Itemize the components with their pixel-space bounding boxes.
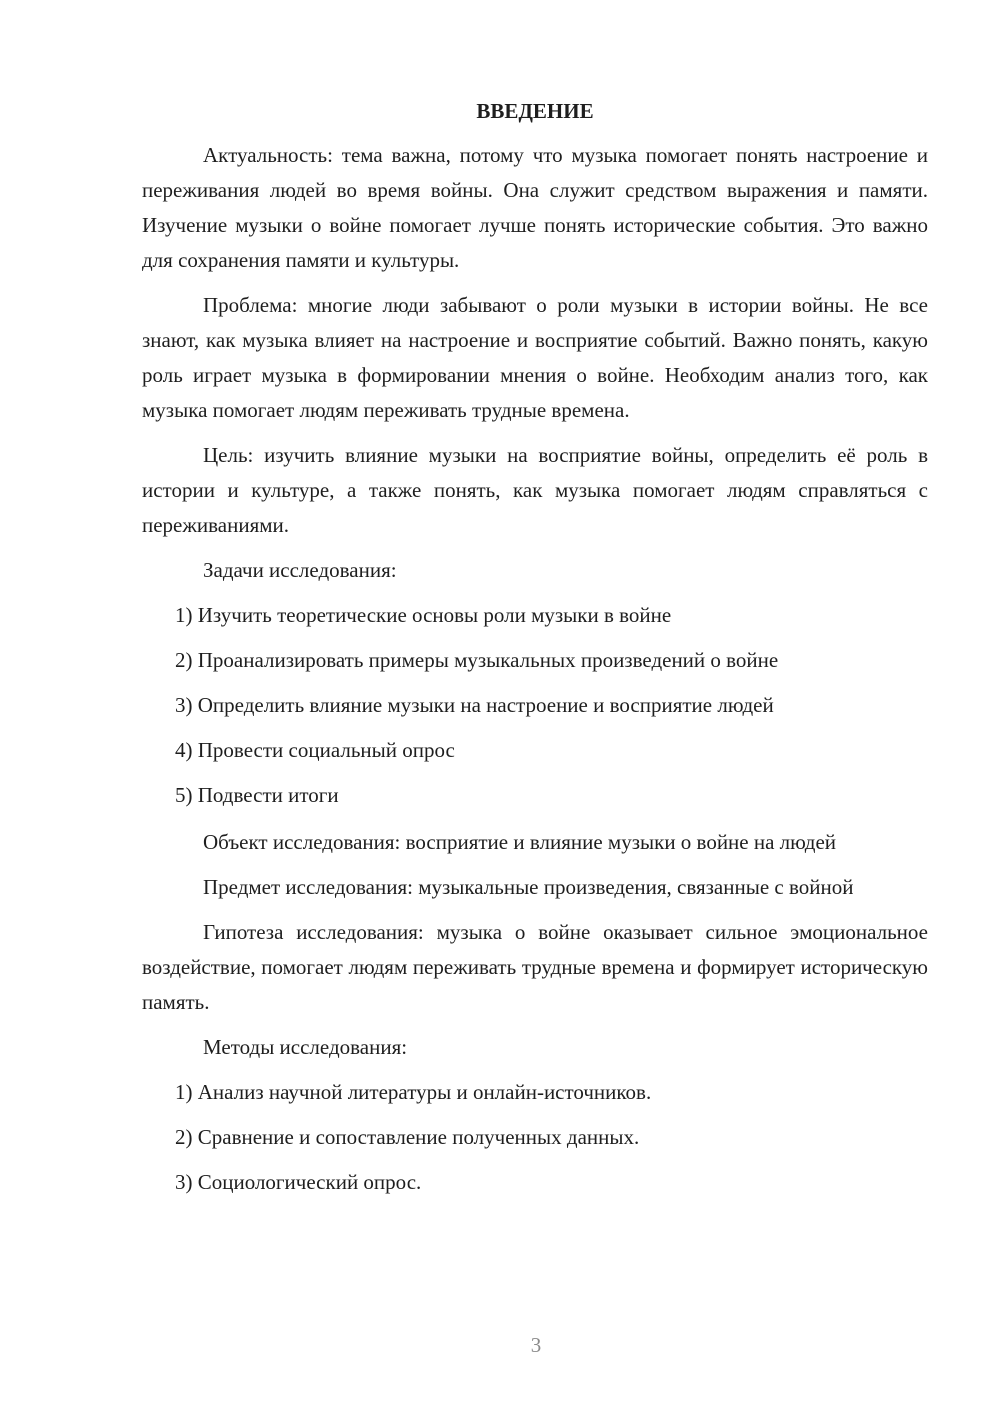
method-item: 1) Анализ научной литературы и онлайн-источников. xyxy=(175,1080,652,1104)
method-item: 3) Социологический опрос. xyxy=(175,1170,422,1194)
document-page xyxy=(142,96,928,1212)
task-item: 3) Определить влияние музыки на настроение и восприятие людей xyxy=(175,693,774,717)
methods-label: Методы исследования: xyxy=(203,1035,408,1059)
method-item: 2) Сравнение и сопоставление полученных данных. xyxy=(175,1125,640,1149)
page-number: 3 xyxy=(530,1333,542,1357)
task-item: 2) Проанализировать примеры музыкальных произведений о войне xyxy=(175,648,779,672)
section-title: ВВЕДЕНИЕ xyxy=(476,99,594,123)
object-paragraph: Объект исследования: восприятие и влияние музыки о войне на людей xyxy=(203,830,837,854)
goal-paragraph: Цель: изучить влияние музыки на восприятие войны, определить её роль в истории и культуре, а также понять, как музыка помогает людям справляться с переживаниями. xyxy=(142,443,928,537)
task-item: 4) Провести социальный опрос xyxy=(175,738,455,762)
task-item: 5) Подвести итоги xyxy=(175,783,339,807)
subject-paragraph: Предмет исследования: музыкальные произведения, связанные с войной xyxy=(203,875,854,899)
problem-paragraph: Проблема: многие люди забывают о роли музыки в истории войны. Не все знают, как музыка влияет на настроение и восприятие событий. Важно понять, какую роль играет музыка в формировании мнения о войне. Необходим анализ того, как музыка помогает людям переживать трудные времена. xyxy=(142,293,928,422)
methods-list xyxy=(142,1075,928,1200)
relevance-paragraph: Актуальность: тема важна, потому что музыка помогает понять настроение и переживания людей во время войны. Она служит средством выражения и памяти. Изучение музыки о войне помогает лучше понять исторические события. Это важно для сохранения памяти и культуры. xyxy=(142,143,928,272)
task-item: 1) Изучить теоретические основы роли музыки в войне xyxy=(175,603,672,627)
tasks-label: Задачи исследования: xyxy=(203,558,397,582)
tasks-list xyxy=(142,598,928,813)
hypothesis-paragraph: Гипотеза исследования: музыка о войне оказывает сильное эмоциональное воздействие, помогает людям переживать трудные времена и формирует историческую память. xyxy=(142,920,928,1014)
